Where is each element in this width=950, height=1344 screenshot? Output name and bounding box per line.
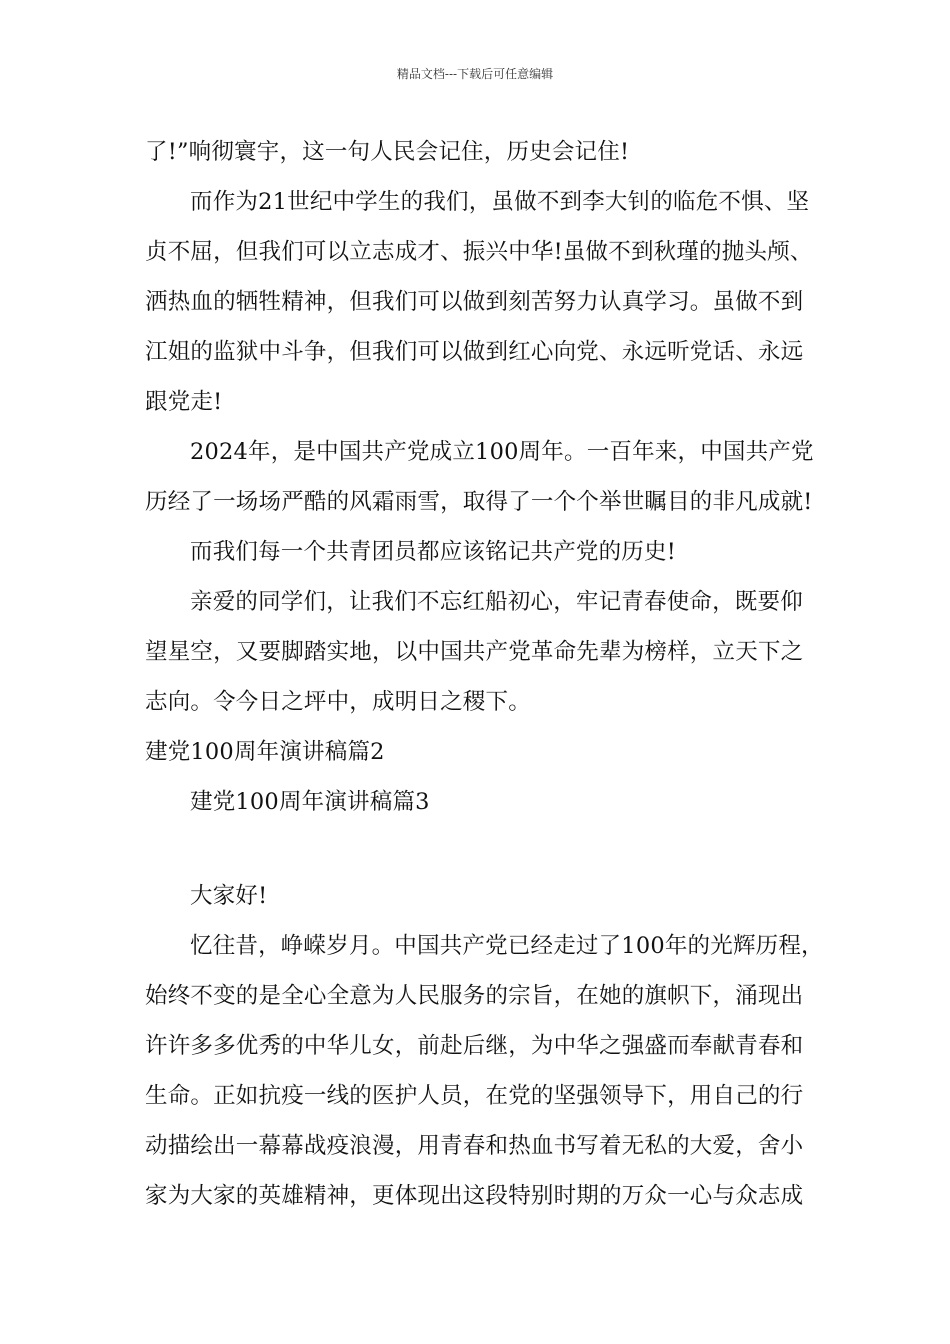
text-line: 历经了一场场严酷的风霜雨雪，取得了一个个举世瞩目的非凡成就!: [145, 489, 813, 515]
text-line: 亲爱的同学们，让我们不忘红船初心，牢记青春使命，既要仰: [190, 589, 803, 615]
paragraph: [145, 577, 825, 727]
text-line: 动描绘出一幕幕战疫浪漫，用青春和热血书写着无私的大爱，舍小: [145, 1133, 804, 1159]
text-line: 家为大家的英雄精神，更体现出这段特别时期的万众一心与众志成: [145, 1183, 804, 1209]
paragraph: [145, 127, 825, 177]
text-line: 2024年，是中国共产党成立100周年。一百年来，中国共产党: [190, 439, 814, 465]
paragraph: [145, 921, 825, 1221]
text-line: 了!”响彻寰宇，这一句人民会记住，历史会记住!: [145, 139, 630, 165]
paragraph-spacer: [145, 827, 825, 871]
paragraph: [145, 527, 825, 577]
text-line: 始终不变的是全心全意为人民服务的宗旨，在她的旗帜下，涌现出: [145, 983, 804, 1009]
text-line: 贞不屈，但我们可以立志成才、振兴中华!虽做不到秋瑾的抛头颅、: [145, 239, 813, 265]
text-line: 跟党走!: [145, 389, 223, 415]
paragraph: [145, 177, 825, 427]
text-line: 江姐的监狱中斗争，但我们可以做到红心向党、永远听党话、永远: [145, 339, 804, 365]
text-line: 志向。令今日之坪中，成明日之稷下。: [145, 689, 531, 715]
text-line: 望星空，又要脚踏实地，以中国共产党革命先辈为榜样，立天下之: [145, 639, 804, 665]
text-line: 忆往昔，峥嵘岁月。中国共产党已经走过了100年的光辉历程，: [190, 933, 824, 959]
page-header: 精品文档---下载后可任意编辑: [396, 67, 554, 81]
paragraph: [145, 871, 825, 921]
text-line: 建党100周年演讲稿篇3: [190, 789, 430, 815]
text-line: 而我们每一个共青团员都应该铭记共产党的历史!: [190, 539, 676, 565]
paragraph: [145, 727, 825, 777]
text-line: 建党100周年演讲稿篇2: [145, 739, 385, 765]
text-line: 而作为21世纪中学生的我们，虽做不到李大钊的临危不惧、坚: [190, 189, 810, 215]
document-body: [145, 127, 825, 1221]
text-line: 许许多多优秀的中华儿女，前赴后继，为中华之强盛而奉献青春和: [145, 1033, 804, 1059]
paragraph: [145, 427, 825, 527]
text-line: 大家好!: [190, 883, 268, 909]
text-line: 生命。正如抗疫一线的医护人员，在党的坚强领导下，用自己的行: [145, 1083, 804, 1109]
text-line: 洒热血的牺牲精神，但我们可以做到刻苦努力认真学习。虽做不到: [145, 289, 804, 315]
paragraph: [145, 777, 825, 827]
